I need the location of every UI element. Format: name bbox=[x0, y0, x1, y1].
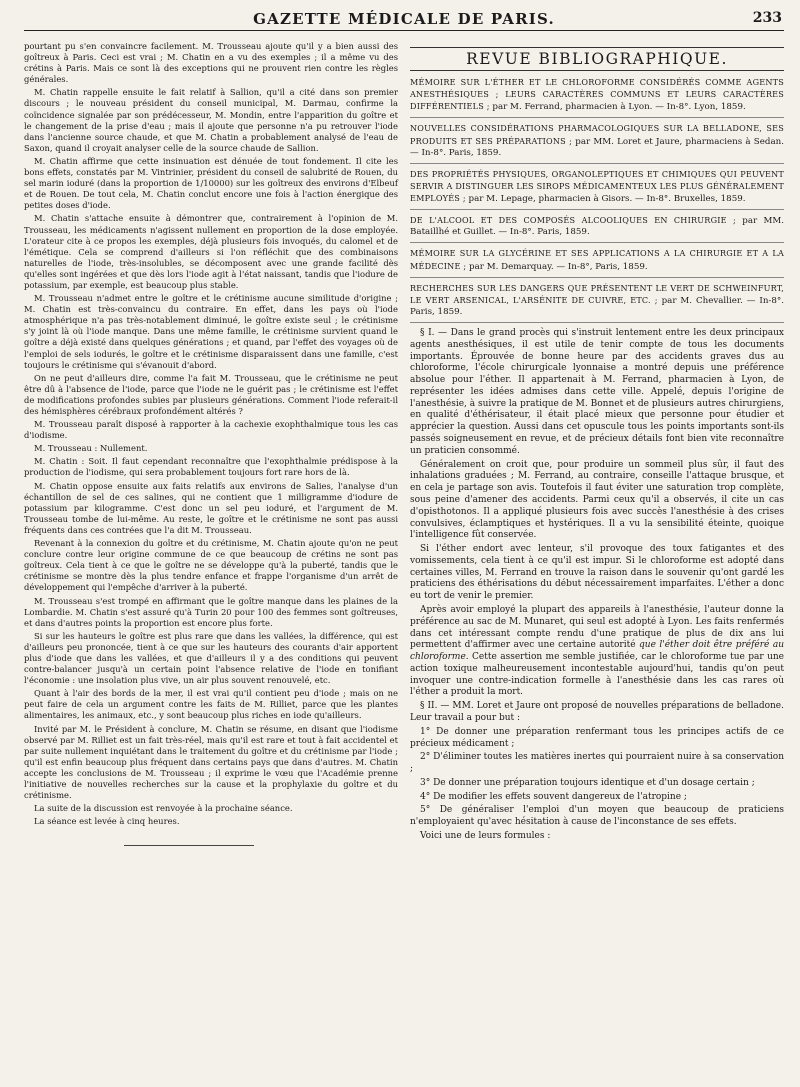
paragraph bbox=[410, 605, 784, 699]
paragraph: § I. — Dans le grand procès qui s'instruit lentement entre les deux principaux agents anesthésiques, il est utile de tenir compte de tous les documents importants. Éprouvée de bonne heure par des accidents graves dus au chloroforme, l'école chirurgicale lyonnaise a montré depuis une préférence absolue pour l'éther. Il appartenait à M. Ferrand, pharmacien à Lyon, de représenter les idées admises dans cette ville. Appelé, depuis l'origine de l'anesthésie, à suivre la pratique de M. Bonnet et de plusieurs autres chirurgiens, en qualité d'éthérisateur, il était placé mieux que personne pour étudier et apprécier la question. Aussi dans cet opuscule tous les points importants sont-ils passés soigneusement en revue, et de précieux détails font bien vite reconnaître un praticien consommé. bbox=[410, 328, 784, 456]
list-item: 1° De donner une préparation renfermant tous les principes actifs de ce précieux médicament ; bbox=[410, 726, 784, 749]
paragraph: Si sur les hauteurs le goître est plus rare que dans les vallées, la différence, qui est d'ailleurs peu prononcée, tient à ce que sur les hauteurs des courants d'air apportent plus d'iode que dans les vallées, et que d'ailleurs il y a des conditions qui peuvent contre-balancer jusqu'à un certain point l'absence relative de l'iode en tonifiant l'économie : une insolation plus vive, un air plus souvent renouvelé, etc. bbox=[24, 630, 398, 686]
two-column-body bbox=[24, 41, 784, 846]
emphasized-text: que l'éther doit être préféré au chloroforme. bbox=[410, 640, 784, 663]
paragraph: § II. — MM. Loret et Jaure ont proposé de nouvelles préparations de belladone. Leur travail a pour but : bbox=[410, 701, 784, 723]
paragraph: M. Trousseau : Nullement. bbox=[34, 443, 148, 454]
paragraph: M. Chatin rappelle ensuite le fait relatif à Sallion, qu'il a cité dans son premier discours ; le nouveau président du conseil municipal, M. Darmau, confirme la coïncidence signalée par son prédécesseur, M. Mondin, entre l'apparition du goître et le changement de la prise d'eau ; mais il ajoute que personne n'a pu retrouver l'iode dans l'ancienne source chaude, et que M. Chatin a probablement analysé de l'eau de Saxon, quand il croyait analyser celle de la source chaude de Sallion. bbox=[24, 87, 398, 153]
bib-title: DE L'ALCOOL ET DES COMPOSÉS ALCOOLIQUES EN CHIRURGIE ; bbox=[410, 215, 736, 226]
column-end-rule bbox=[124, 845, 254, 846]
objectives-list bbox=[410, 727, 784, 829]
bibliography-entry bbox=[410, 77, 784, 118]
left-column bbox=[24, 41, 398, 846]
paragraph: M. Trousseau s'est trompé en affirmant que le goître manque dans les plaines de la Lombardie. M. Chatin s'est assuré qu'à Turin 20 pour 100 des femmes sont goîtreuses, et dans d'autres points la proportion est encore plus forte. bbox=[24, 595, 398, 628]
paragraph: Revenant à la connexion du goître et du crétinisme, M. Chatin ajoute qu'on ne peut conclure contre leur origine commune de ce que beaucoup de crétins ne sont pas goîtreux. Cela tient à ce que le goître ne se développe qu'à la puberté, tandis que le crétinisme se montre dès la plus tendre enfance et frappe l'organisme d'un arrêt de développement qui l'empêche d'arriver à la puberté. bbox=[24, 538, 398, 593]
bib-title: MÉMOIRE SUR L'ÉTHER ET LE CHLOROFORME CONSIDÉRÉS COMME AGENTS ANESTHÉSIQUES ; LEURS CARACTÈRES COMMUNS ET LEURS CARACTÈRES DIFFÉRENTIELS ; bbox=[410, 77, 784, 112]
bib-title: NOUVELLES CONSIDÉRATIONS PHARMACOLOGIQUES SUR LA BELLADONE, SES PRODUITS ET SES PRÉPARATIONS ; bbox=[410, 123, 784, 146]
paragraph: M. Chatin : Soit. Il faut cependant reconnaître que l'exophthalmie prédispose à la production de l'iodisme, qui sera probablement toujours fort rare hors de là. bbox=[24, 456, 398, 478]
list-item: 4° De modifier les effets souvent dangereux de l'atropine ; bbox=[420, 791, 687, 802]
paragraph-text: Cette assertion me semble justifiée, car le chloroforme tue par une action toxique malheureusement incontestable aujourd'hui, tandis qu'on peut invoquer une contre-indication formelle à l'anesthésie dans les cas rares où l'éther a produit la mort. bbox=[410, 652, 784, 698]
page-number: 233 bbox=[752, 10, 782, 26]
paragraph: La séance est levée à cinq heures. bbox=[34, 816, 180, 827]
closing-line: Voici une de leurs formules : bbox=[420, 831, 551, 842]
paragraph: M. Trousseau n'admet entre le goître et le crétinisme aucune similitude d'origine ; M. Chatin est très-convaincu du contraire. En effet, dans les pays où l'iode atmosphérique n'a pas très-notablement diminué, le goître existe seul ; le crétinisme s'y joint là où l'iode manque. Dans une même famille, le crétinisme survient quand le goître a déjà existé dans quelques générations ; et quand, par l'effet des voyages où de l'emploi de sels iodurés, le goître et le crétinisme disparaissent dans une famille, c'est toujours le crétinisme qui s'évanouit d'abord. bbox=[24, 293, 398, 370]
bib-details: par MM. Bataillhé et Guillet. — In-8°. Paris, 1859. bbox=[410, 216, 784, 238]
paragraph-text: Après avoir employé la plupart des appareils à l'anesthésie, l'auteur donne la préférence au sac de M. Munaret, qui seul est adopté à Lyon. Les faits renfermés dans cet intéressant compte rendu d'une pratique de plus de dix ans lui permettent d'affirmer avec une certaine autorité bbox=[410, 604, 784, 651]
bibliography-entry bbox=[410, 123, 784, 163]
list-item: 5° De généraliser l'emploi d'un moyen que beaucoup de praticiens n'employaient qu'avec hésitation à cause de l'inconstance de ses effets. bbox=[410, 805, 784, 828]
journal-title: GAZETTE MÉDICALE DE PARIS. bbox=[253, 10, 555, 28]
bib-details: par M. Demarquay. — In-8°, Paris, 1859. bbox=[469, 261, 648, 272]
bibliography-entry bbox=[410, 169, 784, 210]
list-item: 2° D'éliminer toutes les matières inertes qui pourraient nuire à sa conservation ; bbox=[410, 752, 784, 775]
bibliography-entry bbox=[410, 283, 784, 323]
paragraph: M. Chatin oppose ensuite aux faits relatifs aux environs de Salies, l'analyse d'un échantillon de sel de ces salines, qui ne contient que 1 milligramme d'iodure de potassium par kilogramme. C'est donc un sel peu ioduré, et l'argument de M. Trousseau tombe de lui-même. Au reste, le goître et le crétinisme ne sont pas aussi fréquents dans ces contrées que l'a dit M. Trousseau. bbox=[24, 480, 398, 535]
bib-title: MÉMOIRE SUR LA GLYCÉRINE ET SES APPLICATIONS A LA CHIRURGIE ET A LA MÉDECINE ; bbox=[410, 248, 784, 271]
paragraph: On ne peut d'ailleurs dire, comme l'a fait M. Trousseau, que le crétinisme ne peut être dû à l'absence de l'iode, parce que l'iode ne le guérit pas ; le crétinisme est l'effet de modifications profondes subies par plusieurs générations. Comment l'iode referait-il des hémisphères cérébraux profondément altérés ? bbox=[24, 372, 398, 416]
page-header bbox=[24, 8, 784, 31]
section-title: REVUE BIBLIOGRAPHIQUE. bbox=[410, 47, 784, 71]
bib-title: RECHERCHES SUR LES DANGERS QUE PRÉSENTENT LE VERT DE SCHWEINFURT, LE VERT ARSENICAL, L'ARSÉNITE DE CUIVRE, ETC. ; bbox=[410, 282, 784, 305]
bib-title: DES PROPRIÉTÉS PHYSIQUES, ORGANOLEPTIQUES ET CHIMIQUES QUI PEUVENT SERVIR A DISTINGUER LES SIROPS MÉDICAMENTEUX LES PLUS GÉNÉRALEMENT EMPLOYÉS ; bbox=[410, 168, 784, 203]
paragraph: La suite de la discussion est renvoyée à la prochaine séance. bbox=[34, 803, 293, 814]
bib-details: par M. Ferrand, pharmacien à Lyon. — In-8°. Lyon, 1859. bbox=[492, 102, 746, 113]
bibliography-entry bbox=[410, 248, 784, 277]
paragraph: M. Chatin affirme que cette insinuation est dénuée de tout fondement. Il cite les bons effets, constatés par M. Vintrinier, président du conseil de salubrité de Rouen, du sel marin ioduré (dans la proportion de 1/10000) sur les goîtreux des environs d'Elbeuf et de Rouen. De tout cela, M. Chatin conclut encore une fois à l'action énergique des petites doses d'iode. bbox=[24, 155, 398, 211]
list-item: 3° De donner une préparation toujours identique et d'un dosage certain ; bbox=[420, 777, 755, 788]
paragraph: M. Chatin s'attache ensuite à démontrer que, contrairement à l'opinion de M. Trousseau, les médicaments n'agissent nullement en proportion de la dose employée. L'orateur cite à ce propos les exemples, déjà plusieurs fois invoqués, du calomel et de l'émétique. Cela se comprend d'ailleurs si l'on réfléchit que des combinaisons naturelles de l'iode, très-insolubles, se décomposent avec une grande facilité dès qu'elles sont ingérées et que dès lors l'iode agit à l'état naissant, tandis que l'iodure de potassium, par exemple, est beaucoup plus stable. bbox=[24, 213, 398, 290]
right-column bbox=[410, 41, 784, 846]
paragraph: pourtant pu s'en convaincre facilement. M. Trousseau ajoute qu'il y a bien aussi des goîtreux à Paris. Ceci est vrai ; M. Chatin en a vu des exemples ; il a même vu des crétins à Paris. Mais ce sont là des exceptions qui ne prouvent rien contre les règles générales. bbox=[24, 41, 398, 85]
paragraph: M. Trousseau paraît disposé à rapporter à la cachexie exophthalmique tous les cas d'iodisme. bbox=[24, 419, 398, 441]
bib-details: par M. Lepage, pharmacien à Gisors. — In-8°. Bruxelles, 1859. bbox=[468, 194, 746, 204]
paragraph: Invité par M. le Président à conclure, M. Chatin se résume, en disant que l'iodisme observé par M. Rilliet est un fait très-réel, mais qu'il est rare et tout à fait accidentel et par suite nullement inquiétant dans le traitement du goître et du crétinisme par l'iode ; qu'il est enfin beaucoup plus fréquent dans certains pays que dans d'autres. M. Chatin accepte les conclusions de M. Trousseau ; il exprime le vœu que l'Académie prenne l'initiative de nouvelles recherches sur la cause et la prophylaxie du goître et du crétinisme. bbox=[24, 723, 398, 801]
bibliography-entry bbox=[410, 215, 784, 243]
bib-details: par M. Chevallier. — In-8°. Paris, 1859. bbox=[410, 295, 784, 317]
paragraph: Généralement on croit que, pour produire un sommeil plus sûr, il faut des inhalations graduées ; M. Ferrand, au contraire, conseille l'attaque brusque, et en cela je partage son avis. Toutefois il faut éviter une saturation trop complète, sous peine d'amener des accidents. Parmi ceux qu'il a observés, il cite un cas d'opisthotonos. Il a appliqué plusieurs fois avec succès l'anesthésie à des crises convulsives, éclamptiques et hystériques. Il a vu la sensibilité éteinte, quoique l'intelligence fût conservée. bbox=[410, 459, 784, 541]
bib-details: par MM. Loret et Jaure, pharmaciens à Sedan. — In-8°. Paris, 1859. bbox=[410, 136, 784, 158]
paragraph: Quant à l'air des bords de la mer, il est vrai qu'il contient peu d'iode ; mais on ne peut faire de cela un argument contre les faits de M. Rilliet, parce que les plantes alimentaires, les animaux, etc., y sont beaucoup plus riches en iode qu'ailleurs. bbox=[24, 688, 398, 721]
paragraph: Si l'éther endort avec lenteur, s'il provoque des toux fatigantes et des vomissements, cela tient à ce qu'il est impur. Si le chloroforme est adopté dans certaines villes, M. Ferrand en trouve la raison dans le souvenir qu'ont gardé les praticiens des éthérisations du début nécessairement imparfaites. L'éther a donc eu tort de venir le premier. bbox=[410, 544, 784, 602]
